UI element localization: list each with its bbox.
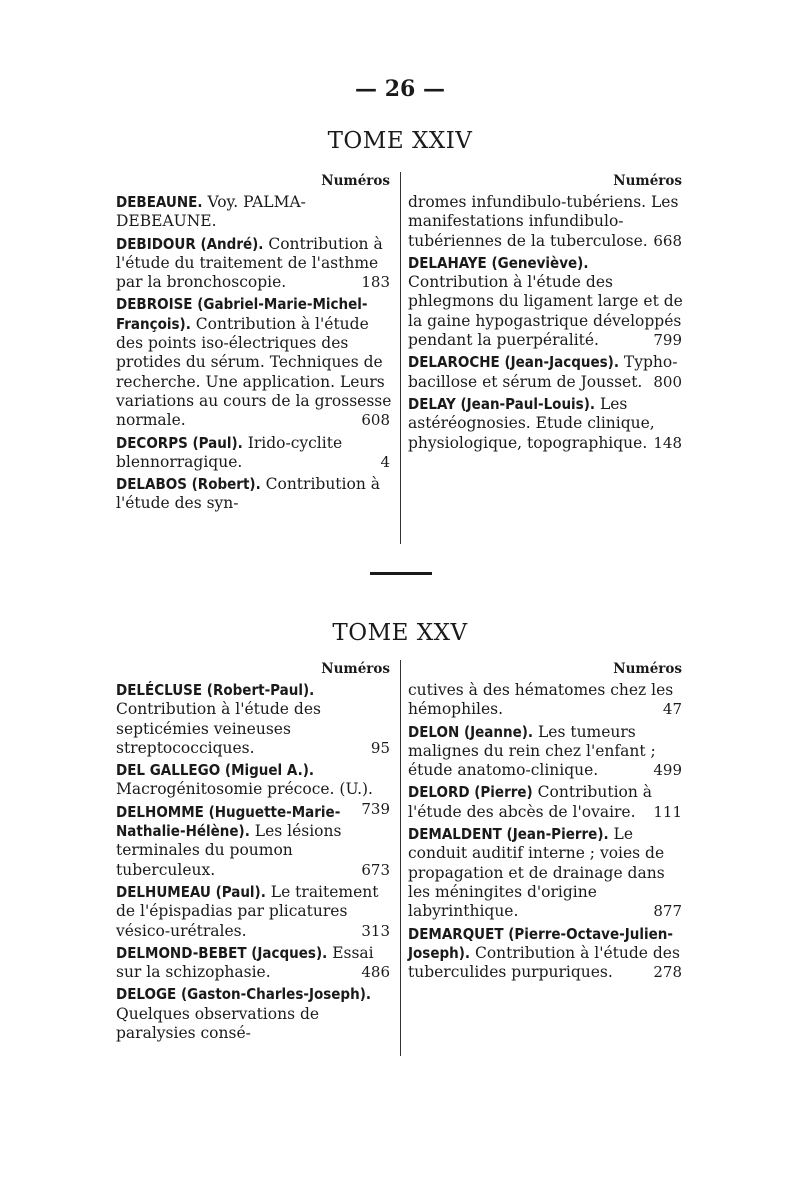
entry-text: Typho-bacillose et sérum de Jousset.: [408, 353, 678, 391]
entry-number: 668: [653, 231, 682, 250]
entry-text: Les lésions terminales du poumon tuberculeux.: [116, 822, 342, 879]
column-header: Numéros: [613, 661, 682, 677]
entry-name: DEL GALLEGO (Miguel A.).: [116, 761, 315, 780]
section-divider: [370, 572, 432, 575]
index-entry: [116, 193, 394, 232]
entry-name: DELHUMEAU (Paul).: [116, 882, 266, 901]
entry-number: 486: [361, 963, 390, 982]
entry-text: Contribution à l'étude des points iso-électriques des protides du sérum. Techniques de recherche. Une application. Leurs variations au cours de la grossesse normale.: [116, 314, 392, 430]
entry-name: DELORD (Pierre): [408, 783, 533, 802]
index-entry: [408, 193, 686, 251]
section-title-tome-xxiv: TOME XXIV: [327, 128, 473, 154]
entry-text: Contribution à l'étude des syn-: [116, 475, 380, 513]
entry-text: cutives à des hématomes chez les hémophiles.: [408, 681, 674, 719]
entry-text: Voy. PALMA-DEBEAUNE.: [116, 193, 306, 231]
right-column: [408, 660, 686, 985]
left-column: [116, 172, 394, 517]
index-entry: [116, 985, 394, 1043]
entry-text: Les astéréognosies. Etude clinique, physiologique, topographique.: [408, 394, 655, 452]
index-entry: [116, 235, 394, 293]
column-divider: [400, 660, 401, 1056]
index-entry: [116, 475, 394, 514]
index-entry: [116, 295, 394, 430]
entry-name: DELAY (Jean-Paul-Louis).: [408, 394, 596, 413]
entry-number: 47: [662, 700, 682, 719]
index-entry: [116, 803, 394, 880]
entry-name: DELAROCHE (Jean-Jacques).: [408, 353, 619, 372]
index-entry: [116, 944, 394, 983]
entry-text: dromes infundibulo-tubériens. Les manifestations infundibulo-tubériennes de la tuberculose.: [408, 193, 679, 250]
entry-number: 673: [361, 860, 390, 879]
entry-name: DELÉCLUSE (Robert-Paul).: [116, 681, 315, 699]
column-header: Numéros: [613, 173, 682, 189]
entry-number: 499: [653, 761, 682, 780]
entry-text: Contribution à l'étude des septicémies veineuses streptococciques.: [116, 700, 321, 757]
section-title-tome-xxv: TOME XXV: [332, 620, 468, 646]
entry-number: 608: [361, 411, 390, 430]
entry-name: DECORPS (Paul).: [116, 433, 243, 452]
index-entry: [116, 883, 394, 941]
entry-text: Essai sur la schizophasie.: [116, 943, 374, 982]
index-entry: [408, 681, 686, 720]
entry-text: Contribution à l'étude des abcès de l'ovaire.: [408, 783, 653, 821]
column-header: Numéros: [321, 661, 390, 677]
entry-text: Contribution à l'étude des tuberculides purpuriques.: [408, 943, 680, 982]
entry-text: Contribution à l'étude des phlegmons du ligament large et de la gaine hypogastrique développés pendant la puerpéralité.: [408, 273, 683, 350]
entry-text: Contribution à l'étude du traitement de l'asthme par la bronchoscopie.: [116, 234, 383, 292]
index-entry: [116, 761, 394, 818]
section-tome-xxiv: [116, 172, 688, 552]
left-column: [116, 660, 394, 1046]
entry-name: DELON (Jeanne).: [408, 722, 534, 741]
entry-number: 278: [653, 963, 682, 982]
index-entry: [408, 925, 686, 983]
index-entry: [408, 723, 686, 781]
entry-name: DEBROISE (Gabriel-Marie-Michel-François).: [116, 295, 368, 333]
entry-number: 4: [380, 452, 390, 471]
index-entry: [408, 783, 686, 822]
column-divider: [400, 172, 401, 544]
entry-name: DEBIDOUR (André).: [116, 234, 264, 253]
entry-name: DELOGE (Gaston-Charles-Joseph).: [116, 985, 371, 1004]
entry-number: 148: [653, 433, 682, 452]
entry-number: 183: [361, 273, 390, 292]
entry-number: 739: [361, 799, 390, 818]
entry-name: DELMOND-BEBET (Jacques).: [116, 943, 328, 962]
entry-name: DELHOMME (Huguette-Marie-Nathalie-Hélène).: [116, 802, 341, 841]
entry-text: Quelques observations de paralysies consé-: [116, 1004, 320, 1043]
page-number: — 26 —: [355, 76, 445, 102]
entry-text: Le conduit auditif interne ; voies de propagation et de drainage dans les méningites d'origine labyrinthique.: [408, 825, 665, 921]
index-entry: [116, 434, 394, 473]
index-entry: [116, 681, 394, 758]
section-tome-xxv: [116, 660, 688, 1060]
entry-number: 95: [370, 738, 390, 757]
entry-text: Le traitement de l'épispadias par plicatures vésico-urétrales.: [116, 882, 379, 940]
entry-name: DEMARQUET (Pierre-Octave-Julien-Joseph).: [408, 924, 673, 962]
entry-name: DELABOS (Robert).: [116, 475, 261, 494]
index-entry: [408, 353, 686, 392]
entry-number: 313: [361, 921, 390, 940]
index-entry: [408, 254, 686, 350]
entry-name: DEMALDENT (Jean-Pierre).: [408, 825, 609, 844]
entry-text: Les tumeurs malignes du rein chez l'enfant ; étude anatomo-clinique.: [408, 722, 656, 780]
entry-name: DELAHAYE (Geneviève).: [408, 253, 589, 272]
entry-name: DEBEAUNE.: [116, 193, 203, 211]
entry-number: 877: [653, 902, 682, 921]
entry-text: Macrogénitosomie précoce. (U.).: [116, 780, 373, 799]
entry-text: Irido-cyclite blennorragique.: [116, 433, 343, 471]
right-column: [408, 172, 686, 456]
index-entry: [408, 825, 686, 921]
index-entry: [408, 395, 686, 453]
column-header: Numéros: [321, 173, 390, 189]
entry-number: 800: [653, 372, 682, 391]
entry-number: 799: [653, 331, 682, 350]
entry-number: 111: [653, 802, 682, 821]
